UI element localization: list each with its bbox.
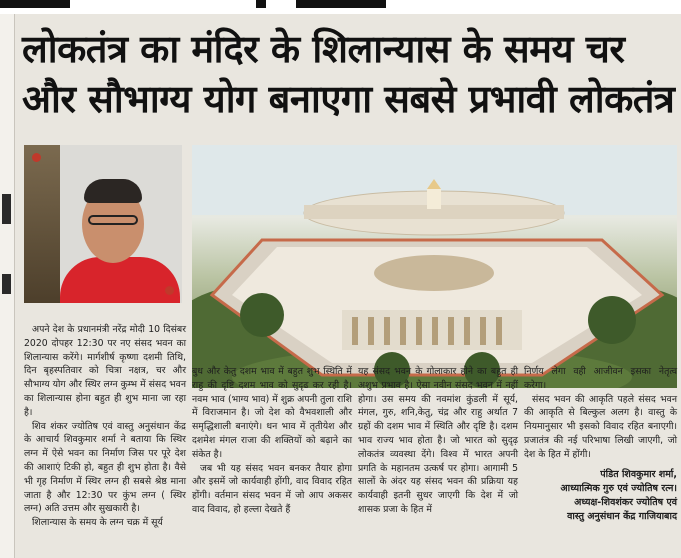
paragraph: निर्णय लेगा वही आजीवन इसका नेतृत्व करेगा। (524, 366, 677, 391)
signature-line: वास्तु अनुसंधान केंद्र गाजियाबाद (567, 510, 677, 522)
paragraph: यह संसद भवन के गोलाकार होने का बहुत ही अशुभ प्रभाव है। ऐसा नवीन संसद भवन में नहीं होगा। उस समय की नवमांश कुंडली में सूर्य, मंगल, गुरु, शनि,केतु, चंद्र और राहु अर्थात 7 ग्रहों की दशम भाव में स्थिति और दृष्टि है। दशम भाव राज्य भाव होता है। जो भारत को सुदृढ़ लोकतंत्र व्यवस्था देंगे। विश्व में भारत अपनी प्रगति के महानतम उत्कर्ष पर होगा। आगामी 5 सालों के अंदर यह संसद भवन की प्रक्रिया यह कार्यवाही इतनी सुधर जाएगी कि देश में जो शासक प्रजा के हित में (358, 366, 518, 515)
headline (22, 24, 677, 124)
edge-mark (2, 274, 11, 294)
hair (84, 179, 142, 203)
paragraph: अपने देश के प्रधानमंत्री नरेंद्र मोदी 10 दिसंबर 2020 दोपहर 12:30 पर नए संसद भवन का शिलान्यास करेंगे। मार्गशीर्ष कृष्णा दशमी तिथि, दिन बृहस्पतिवार को चित्रा नक्षत्र, चर और सौभाग्य योग और स्थिर लग्न कुम्भ में संसद भवन का शिलान्यास होना बहुत ही शुभ माना जा रहा है। (24, 324, 186, 418)
paragraph: जब भी यह संसद भवन बनकर तैयार होगा और इसमें जो कार्यवाही होंगी, वाद विवाद रहित होंगी। वर्तमान संसद भवन में जो आप अकसर वाद विवाद, हो हल्ला देखते हैं (192, 462, 352, 515)
paragraph: बुध और केतु दशम भाव में बहुत शुभ स्थिति में राहु की दृष्टि दशम भाव को सुदृढ कर रही है। नवम भाव (भाग्य भाव) में शुक्र अपनी तुला राशि में विराजमान है। जो देश को वैभवशाली और समृद्धिशाली बनाएंगे। धन भाव में तृतीयेश और दशमेश मंगल राजा की शक्तियों को बढ़ाने का संकेत है। (192, 366, 352, 460)
shirt (60, 257, 180, 303)
photo-corner-dot (32, 153, 41, 162)
bookshelf-background (24, 145, 60, 303)
previous-article-strip (0, 0, 681, 14)
headline-line-2: और सौभाग्य योग बनाएगा सबसे प्रभावी लोकतंत्र (22, 77, 675, 121)
headline-line-1: लोकतंत्र का मंदिर के शिलान्यास के समय चर (22, 27, 625, 71)
paragraph: संसद भवन की आकृति पहले संसद भवन की आकृति से बिल्कुल अलग है। वास्तु के नियमानुसार भी इसको विवाद रहित बनाएगी। प्रजातंत्र की नई परिभाषा लिखी जाएगी, जो देश के हित में होंगी। (524, 393, 677, 460)
photo-corner-dot (165, 286, 174, 295)
article-column-2 (192, 365, 352, 517)
adjacent-column-edge (0, 14, 15, 558)
strip-block (256, 0, 266, 8)
article-body (24, 323, 677, 553)
strip-block (296, 0, 386, 8)
glasses-icon (88, 215, 138, 225)
edge-mark (2, 194, 11, 224)
signature-line: अध्यक्ष-शिवशंकर ज्योतिष एवं (574, 496, 677, 508)
paragraph: शिव शंकर ज्योतिष एवं वास्तु अनुसंधान केंद्र के आचार्य शिवकुमार शर्मा ने बताया कि स्थिर लग्न में ऐसे भवन का निर्माण जिस पर पूरे देश की आशाएं टिकी हो, बहुत ही शुभ होता है। वैसे भी गृह निर्माण में स्थिर लग्न ही सबसे श्रेष्ठ माना जाता है और 12:30 पर कुंभ लग्न ( स्थिर लग्न) अति उत्तम और सुखकारी है। (24, 420, 186, 515)
paragraph: शिलान्यास के समय के लग्न चक्र में सूर्य (32, 517, 163, 529)
author-signature (524, 468, 677, 524)
article-column-1 (24, 323, 186, 530)
article-column-4 (524, 365, 677, 524)
strip-block (0, 0, 70, 8)
signature-line: आध्यात्मिक गुरु एवं ज्योतिष रत्न। (560, 482, 677, 494)
author-photo (24, 145, 182, 303)
article-column-3 (358, 365, 518, 517)
signature-line: पंडित शिवकुमार शर्मा, (600, 468, 677, 480)
